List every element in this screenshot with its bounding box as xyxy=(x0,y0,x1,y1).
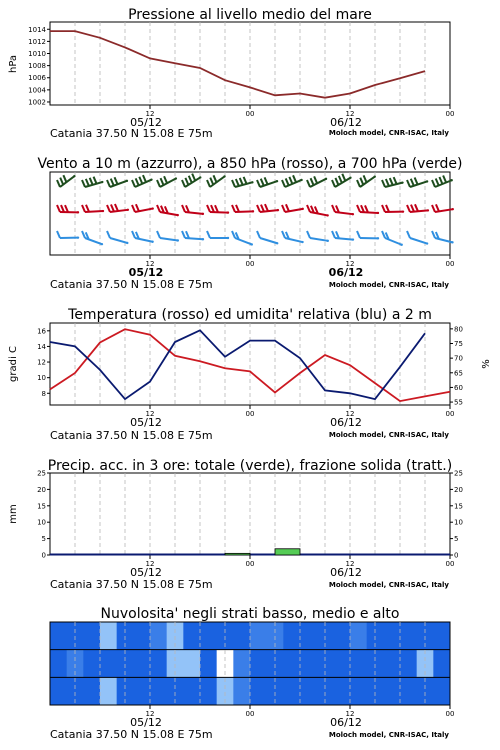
wind-xtick-label: 12 xyxy=(345,260,355,268)
cloud-cell xyxy=(150,650,167,678)
temp-date-label: 06/12 xyxy=(330,416,362,429)
wind-barb-flag xyxy=(382,231,385,238)
cloud-cell xyxy=(133,677,150,705)
cloud-cell xyxy=(233,622,250,650)
humidity-y2tick-label: 65 xyxy=(454,369,463,378)
wind-barb-flag xyxy=(407,205,410,212)
wind-barb-tip xyxy=(426,180,428,182)
wind-barb-tip xyxy=(202,213,204,215)
precip-right-y2tick-label: 25 xyxy=(454,469,463,478)
cloud-cell xyxy=(200,622,217,650)
cloud-cell xyxy=(383,650,400,678)
pressure-xtick-label: 12 xyxy=(145,110,155,118)
wind-barb-flag xyxy=(164,176,167,183)
cloud-cell xyxy=(233,677,250,705)
cloud-xtick-label: 12 xyxy=(345,710,355,718)
temp-ytick-label: 12 xyxy=(37,358,46,367)
humidity-line xyxy=(50,330,425,399)
wind-barb-flag xyxy=(364,175,367,182)
cloud-cell xyxy=(283,622,300,650)
precip-ylabel: mm xyxy=(8,504,19,524)
wind-barb-flag xyxy=(436,179,439,186)
cloud-cell xyxy=(100,677,117,705)
wind-barb-flag xyxy=(86,205,89,212)
wind-barb-flag xyxy=(236,179,239,186)
wind-barb-flag xyxy=(265,177,268,184)
precip-ytick-label: 20 xyxy=(37,485,46,494)
wind-barb-flag xyxy=(307,205,310,212)
wind-model: Moloch model, CNR-ISAC, Italy xyxy=(328,281,449,289)
wind-barb-flag xyxy=(139,177,142,184)
wind-barb-flag xyxy=(432,180,435,187)
pressure-date-label: 05/12 xyxy=(130,116,162,129)
pressure-location: Catania 37.50 N 15.08 E 75m xyxy=(50,127,213,140)
wind-barb-flag xyxy=(236,205,239,212)
wind-barb-tip xyxy=(276,242,278,244)
precip-ytick-label: 15 xyxy=(37,502,46,511)
precip-date-label: 06/12 xyxy=(330,566,362,579)
cloud-cell xyxy=(433,677,450,705)
wind-barb-flag xyxy=(289,177,292,184)
precip-ytick-label: 10 xyxy=(37,518,46,527)
temp-plot-frame xyxy=(50,323,450,405)
wind-xtick-label: 12 xyxy=(145,260,155,268)
wind-barb-flag xyxy=(232,180,235,187)
cloud-cell xyxy=(333,622,350,650)
cloud-cell xyxy=(100,650,117,678)
wind-barb-flag xyxy=(282,180,285,187)
wind-barb-flag xyxy=(382,180,385,187)
wind-barb-tip xyxy=(77,236,79,238)
humidity-ylabel: % xyxy=(481,359,492,369)
wind-barb-shaft xyxy=(185,212,203,214)
wind-barb-flag xyxy=(57,205,60,212)
cloud-cell xyxy=(50,677,67,705)
cloud-cell xyxy=(183,650,200,678)
wind-barb-flag xyxy=(286,178,289,185)
wind-barb-tip xyxy=(277,209,279,211)
wind-barb-flag xyxy=(57,180,60,187)
precip-right-y2tick-label: 5 xyxy=(454,535,459,544)
wind-barb-tip xyxy=(325,178,327,180)
cloud-title: Nuvolosita' negli strati basso, medio e alto xyxy=(100,606,400,622)
wind-barb-flag xyxy=(335,178,338,185)
wind-barb-flag xyxy=(189,176,192,183)
wind-barb-flag xyxy=(157,231,160,238)
wind-barb-flag xyxy=(115,204,118,211)
wind-barb-tip xyxy=(352,213,354,215)
wind-barb-flag xyxy=(244,177,247,184)
wind-barb-tip xyxy=(327,240,329,242)
wind-location: Catania 37.50 N 15.08 E 75m xyxy=(50,278,213,291)
wind-barb-tip xyxy=(227,237,229,239)
wind-barb-flag xyxy=(182,205,185,212)
wind-barb-flag xyxy=(240,178,243,185)
wind-barb-tip xyxy=(227,211,229,213)
wind-barb-flag xyxy=(307,180,310,187)
cloud-cell xyxy=(200,650,217,678)
wind-barb-tip xyxy=(151,241,153,243)
cloud-cell xyxy=(433,650,450,678)
wind-barb-tip xyxy=(326,214,328,216)
precip-ytick-label: 5 xyxy=(41,535,46,544)
wind-barb-flag xyxy=(261,179,264,186)
humidity-y2tick-label: 75 xyxy=(454,340,463,348)
wind-barb-tip xyxy=(377,237,379,239)
pressure-ytick-label: 1010 xyxy=(28,50,46,59)
cloud-cell xyxy=(83,650,100,678)
wind-barb-flag xyxy=(332,205,335,212)
wind-barb-flag xyxy=(107,180,110,187)
wind-xtick-label: 00 xyxy=(445,260,455,268)
precip-xtick-label: 12 xyxy=(345,560,355,568)
wind-barb-flag xyxy=(63,175,66,182)
temp-ytick-label: 10 xyxy=(37,374,46,383)
cloud-cell xyxy=(333,677,350,705)
wind-barb-flag xyxy=(257,205,260,212)
wind-barb-tip xyxy=(202,238,204,240)
wind-barb-flag xyxy=(265,204,268,211)
wind-barb-shaft xyxy=(160,212,178,215)
wind-barb-flag xyxy=(415,178,418,185)
wind-barb-flag xyxy=(111,179,114,186)
wind-barb-shaft xyxy=(210,212,228,213)
temp-xtick-label: 12 xyxy=(345,410,355,418)
wind-barb-flag xyxy=(232,231,235,238)
wind-barb-flag xyxy=(261,205,264,212)
wind-barb-flag xyxy=(443,176,446,183)
wind-barb-shaft xyxy=(360,212,378,213)
wind-barb-flag xyxy=(382,205,385,212)
cloud-cell xyxy=(183,622,200,650)
temp-xtick-label: 12 xyxy=(145,410,155,418)
temp-ylabel: gradi C xyxy=(8,346,19,382)
cloud-cell xyxy=(383,622,400,650)
wind-barb-flag xyxy=(82,231,85,238)
wind-barb-flag xyxy=(357,231,360,238)
cloud-cell xyxy=(383,677,400,705)
cloud-cell xyxy=(250,677,267,705)
cloud-xtick-label: 00 xyxy=(445,710,455,718)
wind-barb-flag xyxy=(394,177,397,184)
wind-barb-flag xyxy=(286,204,289,211)
cloud-cell xyxy=(83,622,100,650)
wind-barb-flag xyxy=(185,178,188,185)
wind-barb-tip xyxy=(426,242,428,244)
precip-xtick-label: 00 xyxy=(245,560,255,568)
humidity-y2tick-label: 80 xyxy=(454,325,463,334)
wind-barb-flag xyxy=(210,178,213,185)
wind-barb-tip xyxy=(374,175,376,177)
precip-right-y2tick-label: 20 xyxy=(454,485,463,494)
cloud-cell xyxy=(400,677,417,705)
pressure-xtick-label: 00 xyxy=(245,110,255,118)
wind-barb-flag xyxy=(213,175,216,182)
wind-barb-shaft xyxy=(335,212,353,214)
precip-bar xyxy=(275,549,300,555)
wind-barb-flag xyxy=(136,204,139,211)
pressure-ytick-label: 1006 xyxy=(28,74,46,83)
wind-barb-flag xyxy=(415,204,418,211)
precip-date-label: 05/12 xyxy=(130,566,162,579)
wind-barb-flag xyxy=(407,180,410,187)
temp-location: Catania 37.50 N 15.08 E 75m xyxy=(50,429,213,442)
cloud-date-label: 06/12 xyxy=(330,716,362,729)
temp-ytick-label: 14 xyxy=(37,342,46,351)
wind-barb-tip xyxy=(177,214,179,216)
wind-barb-tip xyxy=(199,176,201,178)
cloud-cell xyxy=(400,650,417,678)
wind-barb-flag xyxy=(432,205,435,212)
temp-title: Temperatura (rosso) ed umidita' relativa (blu) a 2 m xyxy=(68,307,432,323)
cloud-cell xyxy=(83,677,100,705)
wind-barb-tip xyxy=(450,179,452,181)
wind-barb-flag xyxy=(257,231,260,238)
pressure-ytick-label: 1014 xyxy=(28,25,46,34)
cloud-cell xyxy=(50,622,67,650)
precip-xtick-label: 00 xyxy=(445,560,455,568)
wind-barb-flag xyxy=(311,178,314,185)
pressure-model: Moloch model, CNR-ISAC, Italy xyxy=(328,129,449,137)
wind-date-label: 06/12 xyxy=(328,266,364,279)
temp-ytick-label: 16 xyxy=(37,327,46,336)
precip-right-y2tick-label: 15 xyxy=(454,502,463,511)
wind-barb-tip xyxy=(452,208,454,210)
wind-barb-flag xyxy=(90,178,93,185)
pressure-ytick-label: 1012 xyxy=(28,37,46,46)
cloud-model: Moloch model, CNR-ISAC, Italy xyxy=(328,731,449,739)
cloud-cell xyxy=(283,650,300,678)
cloud-cell xyxy=(300,677,317,705)
cloud-cell xyxy=(200,677,217,705)
wind-barb-flag xyxy=(107,231,110,238)
wind-barb-flag xyxy=(111,205,114,212)
temp-date-label: 05/12 xyxy=(130,416,162,429)
wind-barb-tip xyxy=(251,181,253,183)
cloud-cell xyxy=(233,650,250,678)
wind-barb-tip xyxy=(73,175,75,177)
wind-barb-flag xyxy=(65,205,68,212)
wind-barb-flag xyxy=(436,204,439,211)
precip-ytick-label: 0 xyxy=(41,551,46,560)
humidity-y2tick-label: 55 xyxy=(454,398,463,407)
temp-xtick-label: 00 xyxy=(245,410,255,418)
wind-barb-tip xyxy=(102,210,104,212)
wind-barb-flag xyxy=(314,176,317,183)
wind-barb-tip xyxy=(401,181,403,183)
wind-barb-flag xyxy=(357,180,360,187)
cloud-cell xyxy=(250,622,267,650)
wind-barb-tip xyxy=(177,239,179,241)
wind-barb-flag xyxy=(432,231,435,238)
pressure-ytick-label: 1008 xyxy=(28,62,46,71)
wind-barb-flag xyxy=(386,205,389,212)
wind-barb-tip xyxy=(451,241,453,243)
wind-barb-tip xyxy=(352,238,354,240)
wind-barb-flag xyxy=(132,231,135,238)
pressure-date-label: 06/12 xyxy=(330,116,362,129)
wind-barb-flag xyxy=(132,205,135,212)
cloud-cell xyxy=(433,622,450,650)
cloud-date-label: 05/12 xyxy=(130,716,162,729)
wind-barb-flag xyxy=(439,177,442,184)
wind-barb-flag xyxy=(60,178,63,185)
pressure-line xyxy=(50,31,425,98)
wind-barb-tip xyxy=(301,241,303,243)
wind-barb-flag xyxy=(339,176,342,183)
wind-barb-tip xyxy=(400,244,402,246)
wind-barb-flag xyxy=(207,180,210,187)
pressure-xtick-label: 00 xyxy=(445,110,455,118)
precip-title: Precip. acc. in 3 ore: totale (verde), frazione solida (tratt.) xyxy=(47,458,453,474)
wind-barb-flag xyxy=(407,231,410,238)
wind-barb-flag xyxy=(360,178,363,185)
wind-barb-tip xyxy=(223,175,225,177)
wind-barb-tip xyxy=(300,179,302,181)
wind-barb-flag xyxy=(86,179,89,186)
wind-barb-shaft xyxy=(185,238,203,239)
wind-barb-tip xyxy=(101,243,103,245)
cloud-cell xyxy=(350,677,367,705)
cloud-cell xyxy=(250,650,267,678)
wind-barb-flag xyxy=(143,175,146,182)
wind-barb-flag xyxy=(282,231,285,238)
cloud-cell xyxy=(133,622,150,650)
pressure-title: Pressione al livello medio del mare xyxy=(128,7,372,23)
wind-barb-tip xyxy=(349,177,351,179)
wind-barb-tip xyxy=(427,209,429,211)
wind-barb-tip xyxy=(302,208,304,210)
wind-barb-flag xyxy=(386,179,389,186)
cloud-cell xyxy=(300,622,317,650)
wind-barb-tip xyxy=(77,211,79,213)
pressure-ylabel: hPa xyxy=(8,54,19,74)
cloud-cell xyxy=(350,622,367,650)
wind-barb-tip xyxy=(127,209,129,211)
humidity-y2tick-label: 60 xyxy=(454,383,463,392)
precip-right-y2tick-label: 10 xyxy=(454,518,463,527)
wind-barb-flag xyxy=(207,231,210,238)
wind-barb-tip xyxy=(377,212,379,214)
wind-barb-flag xyxy=(390,178,393,185)
wind-barb-tip xyxy=(175,177,177,179)
wind-title: Vento a 10 m (azzurro), a 850 hPa (rosso), a 700 hPa (verde) xyxy=(37,156,463,172)
cloud-cell xyxy=(400,622,417,650)
wind-barb-flag xyxy=(411,205,414,212)
wind-barb-shaft xyxy=(235,211,253,212)
wind-barb-flag xyxy=(107,205,110,212)
wind-barb-tip xyxy=(402,210,404,212)
cloud-cell xyxy=(300,650,317,678)
wind-barb-flag xyxy=(61,205,64,212)
wind-barb-tip xyxy=(251,243,253,245)
precip-location: Catania 37.50 N 15.08 E 75m xyxy=(50,578,213,591)
temp-model: Moloch model, CNR-ISAC, Italy xyxy=(328,431,449,439)
wind-barb-flag xyxy=(82,180,85,187)
cloud-location: Catania 37.50 N 15.08 E 75m xyxy=(50,728,213,741)
wind-barb-flag xyxy=(115,177,118,184)
wind-barb-tip xyxy=(126,180,128,182)
wind-barb-flag xyxy=(282,205,285,212)
wind-barb-flag xyxy=(182,180,185,187)
precip-bar xyxy=(225,553,250,555)
cloud-cell xyxy=(183,677,200,705)
pressure-ytick-label: 1004 xyxy=(28,86,46,95)
wind-barb-flag xyxy=(332,180,335,187)
precip-model: Moloch model, CNR-ISAC, Italy xyxy=(328,581,449,589)
wind-barb-flag xyxy=(57,231,60,238)
wind-barb-tip xyxy=(101,181,103,183)
wind-barb-flag xyxy=(136,178,139,185)
wind-barb-flag xyxy=(94,177,97,184)
humidity-y2tick-label: 70 xyxy=(454,354,463,363)
wind-barb-tip xyxy=(126,242,128,244)
wind-barb-flag xyxy=(82,205,85,212)
cloud-cell xyxy=(333,650,350,678)
wind-barb-flag xyxy=(157,205,160,212)
wind-barb-flag xyxy=(357,205,360,212)
wind-barb-flag xyxy=(411,179,414,186)
wind-barb-flag xyxy=(157,180,160,187)
wind-barb-tip xyxy=(276,180,278,182)
wind-barb-flag xyxy=(161,178,164,185)
cloud-cell xyxy=(350,650,367,678)
cloud-cell xyxy=(133,650,150,678)
wind-barb-tip xyxy=(252,210,254,212)
wind-barb-tip xyxy=(150,178,152,180)
wind-barb-flag xyxy=(192,174,195,181)
cloud-xtick-label: 00 xyxy=(245,710,255,718)
cloud-cell xyxy=(283,677,300,705)
wind-barb-flag xyxy=(257,180,260,187)
cloud-cell xyxy=(150,622,167,650)
pressure-xtick-label: 12 xyxy=(345,110,355,118)
precip-ytick-label: 25 xyxy=(37,469,46,478)
precip-xtick-label: 12 xyxy=(145,560,155,568)
wind-barb-shaft xyxy=(410,238,427,244)
wind-date-label: 05/12 xyxy=(128,266,164,279)
wind-barb-flag xyxy=(132,180,135,187)
wind-barb-tip xyxy=(151,207,153,209)
pressure-ytick-label: 1002 xyxy=(28,98,46,107)
wind-barb-flag xyxy=(332,231,335,238)
wind-barb-flag xyxy=(232,205,235,212)
wind-barb-flag xyxy=(307,231,310,238)
wind-barb-shaft xyxy=(310,212,328,215)
cloud-cell xyxy=(150,677,167,705)
precip-plot-frame xyxy=(50,473,450,555)
wind-barb-flag xyxy=(207,205,210,212)
wind-barb-flag xyxy=(293,175,296,182)
wind-barb-flag xyxy=(182,231,185,238)
wind-barb-flag xyxy=(342,174,345,181)
precip-right-y2tick-label: 0 xyxy=(454,551,459,560)
temp-ytick-label: 8 xyxy=(41,389,46,398)
cloud-cell xyxy=(100,622,117,650)
temp-xtick-label: 00 xyxy=(445,410,455,418)
cloud-xtick-label: 12 xyxy=(145,710,155,718)
cloud-cell xyxy=(50,650,67,678)
wind-xtick-label: 00 xyxy=(245,260,255,268)
